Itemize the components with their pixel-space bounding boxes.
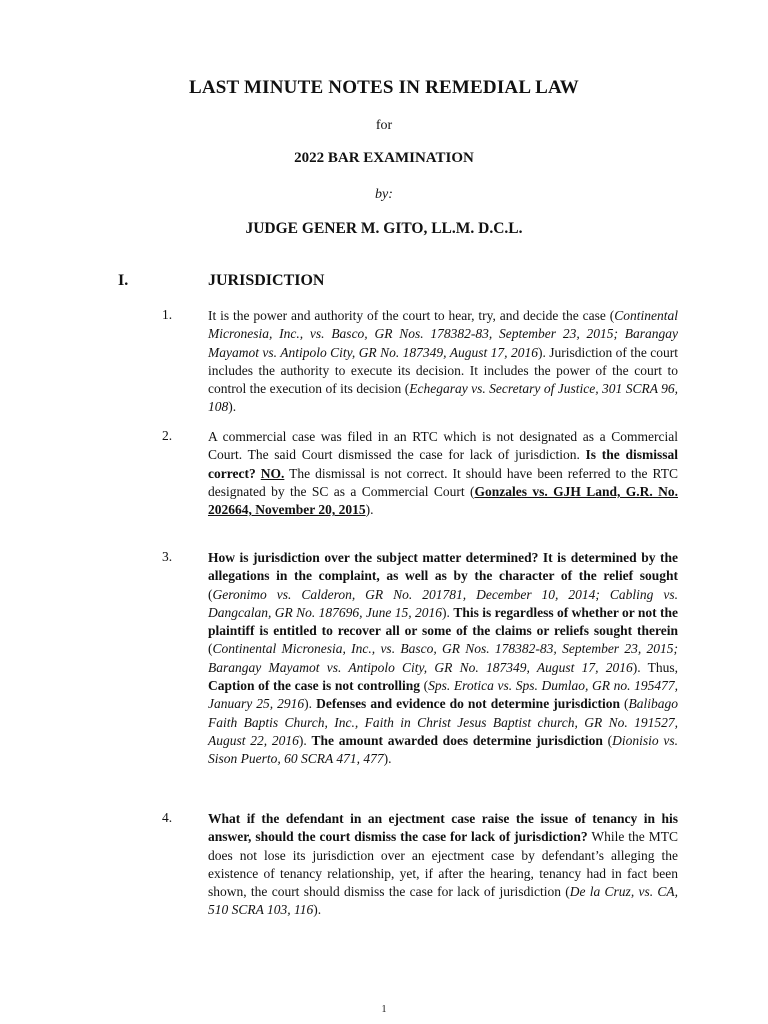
text: (	[420, 678, 429, 694]
bold-text: What if the defendant in an ejectment case raise the issue of tenancy in his answer, should the court dismiss the case for lack of jurisdiction?	[208, 811, 678, 845]
citation: Dionisio vs. Sison Puerto, 60 SCRA 471, 477	[208, 732, 678, 767]
item-number: 3.	[162, 549, 173, 564]
citation: Gonzales vs. GJH Land, G.R. No. 202664, November 20, 2015	[208, 483, 678, 518]
text: ).	[383, 751, 392, 767]
citation: Continental Micronesia, Inc., vs. Basco, GR Nos. 178382-83, September 23, 2015; Barangay Mayamot vs. Antipolo City, GR No. 187349, August 17, 2016	[208, 308, 678, 360]
bold-text: Defenses and evidence do not determine jurisdiction	[316, 696, 620, 712]
item-paragraph-3	[208, 549, 678, 769]
citation: Balibago Faith Baptis Church, Inc., Faith in Christ Jesus Baptist church, GR No. 191527, August 22, 2016	[208, 696, 678, 748]
item-number: 4.	[162, 810, 173, 825]
author-name: JUDGE GENER M. GITO, LL.M. D.C.L.	[245, 220, 523, 237]
text: (	[208, 586, 213, 602]
document-title: LAST MINUTE NOTES IN REMEDIAL LAW	[188, 77, 580, 98]
text: A commercial case was filed in an RTC which is not designated as a Commercial Court. The said Court dismissed the case for lack of jurisdiction.	[208, 429, 678, 463]
item-number: 1.	[162, 307, 173, 322]
citation: De la Cruz, vs. CA, 510 SCRA 103, 116	[208, 884, 679, 918]
text: ).	[298, 732, 312, 748]
bold-text: How is jurisdiction over the subject matter determined? It is determined by the allegations in the complaint, as well as by the character of the relief sought	[208, 550, 678, 584]
answer: NO.	[260, 465, 285, 481]
text: While the MTC does not lose its jurisdiction over an ejectment case by defendant’s alleging the existence of tenancy relationship, yet, if after the hearing, tenancy had in fact been shown, the court should dismiss the case for lack of jurisdiction (	[208, 829, 678, 900]
text: ).	[304, 696, 317, 712]
bold-text: Caption of the case is not controlling	[208, 678, 420, 694]
text: (	[208, 641, 213, 657]
section-title: JURISDICTION	[208, 272, 325, 289]
page-number: 1	[381, 1004, 387, 1015]
text: ).	[442, 604, 454, 620]
text: ).	[313, 902, 322, 918]
citation: Geronimo vs. Calderon, GR No. 201781, December 10, 2014; Cabling vs. Dangcalan, GR No. 187696, June 15, 2016	[208, 586, 678, 620]
text: (	[602, 732, 613, 748]
item-paragraph-4	[208, 810, 678, 920]
citation: Continental Micronesia, Inc., vs. Basco, GR Nos. 178382-83, September 23, 2015; Barangay Mayamot vs. Antipolo City, GR No. 187349, August 17, 2016	[208, 641, 678, 675]
question: Is the dismissal correct?	[208, 447, 678, 481]
item-number: 2.	[162, 428, 173, 443]
section-number: I.	[118, 272, 129, 289]
subtitle-for: for	[375, 118, 393, 133]
text: ). Jurisdiction of the court includes the authority to execute its decision. It includes the power of the court to control the execution of its decision (	[208, 344, 678, 397]
text: It is the power and authority of the court to hear, try, and decide the case (	[208, 308, 615, 323]
text: ).	[228, 399, 237, 415]
text: (	[619, 696, 629, 712]
citation: Sps. Erotica vs. Sps. Dumlao, GR no. 195477, January 25, 2916	[208, 678, 678, 712]
citation: Echegaray vs. Secretary of Justice, 301 SCRA 96, 108	[208, 381, 678, 415]
text: The dismissal is not correct. It should have been referred to the RTC designated by the SC as a Commercial Court (	[208, 465, 678, 499]
item-paragraph-1	[208, 307, 678, 417]
bold-text: The amount awarded does determine jurisdiction	[311, 732, 603, 748]
text: ).	[365, 502, 374, 518]
exam-title: 2022 BAR EXAMINATION	[294, 150, 474, 166]
item-paragraph-2	[208, 428, 678, 519]
bold-text: This is regardless of whether or not the plaintiff is entitled to recover all or some of the claims or reliefs sought therein	[208, 604, 679, 639]
by-line: by:	[375, 187, 393, 202]
text: ). Thus,	[632, 659, 678, 675]
